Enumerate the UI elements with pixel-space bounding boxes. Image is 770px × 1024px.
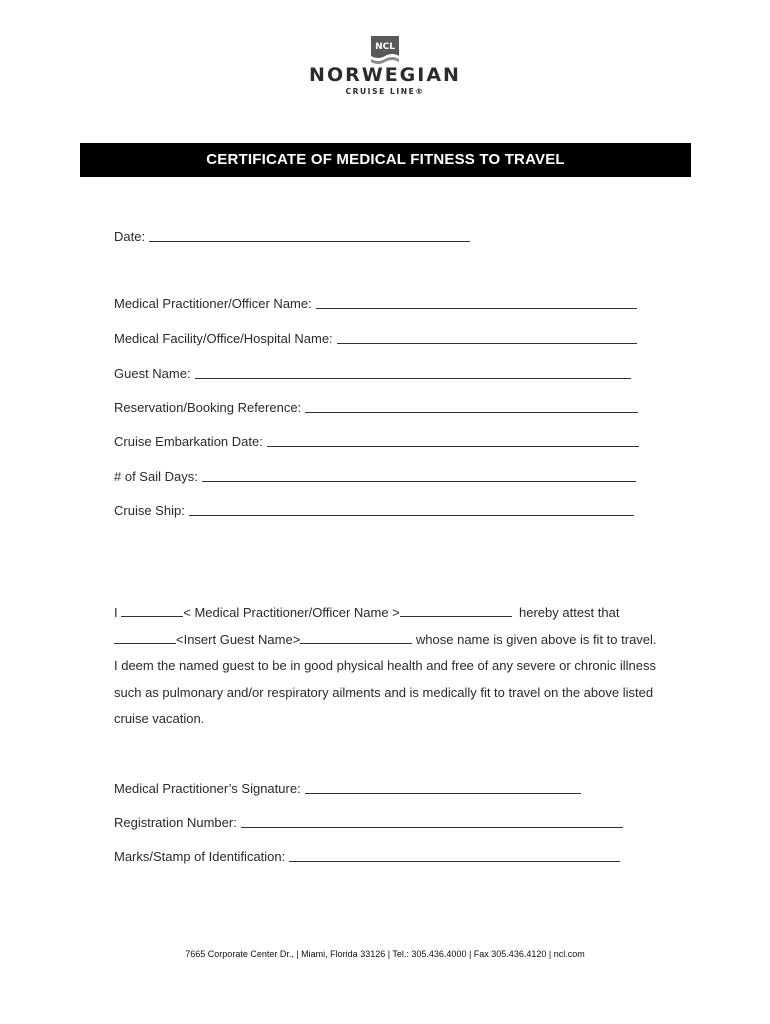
page-title: CERTIFICATE OF MEDICAL FITNESS TO TRAVEL	[80, 143, 691, 177]
sail-days-label: # of Sail Days:	[114, 469, 198, 484]
attestation-line-4: such as pulmonary and/or respiratory ailments and is medically fit to travel on the above listed	[114, 685, 654, 700]
date-line[interactable]	[149, 241, 470, 242]
badge-text: NCL	[375, 42, 395, 52]
brand-name: NORWEGIAN	[309, 64, 461, 86]
facility-name-label: Medical Facility/Office/Hospital Name:	[114, 331, 333, 346]
embarkation-date-label: Cruise Embarkation Date:	[114, 434, 263, 449]
date-label: Date:	[114, 229, 146, 244]
attestation-i: I	[114, 605, 118, 620]
attestation-line-3: I deem the named guest to be in good physical health and free of any severe or chronic illness	[114, 658, 656, 673]
date-field[interactable]	[114, 227, 470, 245]
footer-contact: 7665 Corporate Center Dr., | Miami, Florida 33126 | Tel.: 305.436.4000 | Fax 305.436.4120 | ncl.com	[185, 949, 585, 959]
facility-name-line[interactable]	[337, 343, 637, 344]
reservation-label: Reservation/Booking Reference:	[114, 400, 302, 415]
registration-field[interactable]	[114, 813, 623, 831]
practitioner-blank[interactable]	[121, 605, 183, 617]
guest-blank[interactable]	[114, 632, 176, 644]
fit-phrase: whose name is given above is fit to travel.	[415, 632, 657, 647]
guest-name-field[interactable]	[114, 364, 631, 382]
practitioner-blank-2[interactable]	[400, 605, 512, 617]
attestation-line-1	[114, 605, 619, 621]
reservation-field[interactable]	[114, 398, 638, 416]
attest-phrase: hereby attest that	[519, 605, 620, 620]
sail-days-field[interactable]	[114, 467, 636, 485]
practitioner-name-field[interactable]	[114, 294, 637, 312]
guest-name-label: Guest Name:	[114, 366, 191, 381]
attestation-line-5: cruise vacation.	[114, 711, 205, 726]
embarkation-date-line[interactable]	[267, 446, 639, 447]
cruise-ship-line[interactable]	[189, 515, 634, 516]
practitioner-placeholder: < Medical Practitioner/Officer Name >	[183, 605, 400, 620]
cruise-ship-field[interactable]	[114, 501, 634, 519]
brand-subtitle: CRUISE LINE®	[345, 87, 425, 96]
guest-placeholder: <Insert Guest Name>	[176, 632, 301, 647]
signature-field[interactable]	[114, 779, 581, 797]
signature-label: Medical Practitioner’s Signature:	[114, 781, 301, 796]
embarkation-date-field[interactable]	[114, 432, 639, 450]
ncl-badge-icon	[369, 34, 401, 66]
signature-line[interactable]	[305, 793, 581, 794]
registration-line[interactable]	[241, 827, 623, 828]
registration-label: Registration Number:	[114, 815, 237, 830]
attestation-line-2	[114, 632, 657, 648]
practitioner-name-label: Medical Practitioner/Officer Name:	[114, 296, 312, 311]
practitioner-name-line[interactable]	[316, 308, 637, 309]
guest-name-line[interactable]	[195, 378, 631, 379]
reservation-line[interactable]	[305, 412, 638, 413]
stamp-field[interactable]	[114, 847, 620, 865]
stamp-line[interactable]	[289, 861, 620, 862]
stamp-label: Marks/Stamp of Identification:	[114, 849, 286, 864]
guest-blank-2[interactable]	[300, 632, 412, 644]
sail-days-line[interactable]	[202, 481, 636, 482]
cruise-ship-label: Cruise Ship:	[114, 503, 185, 518]
facility-name-field[interactable]	[114, 329, 637, 347]
